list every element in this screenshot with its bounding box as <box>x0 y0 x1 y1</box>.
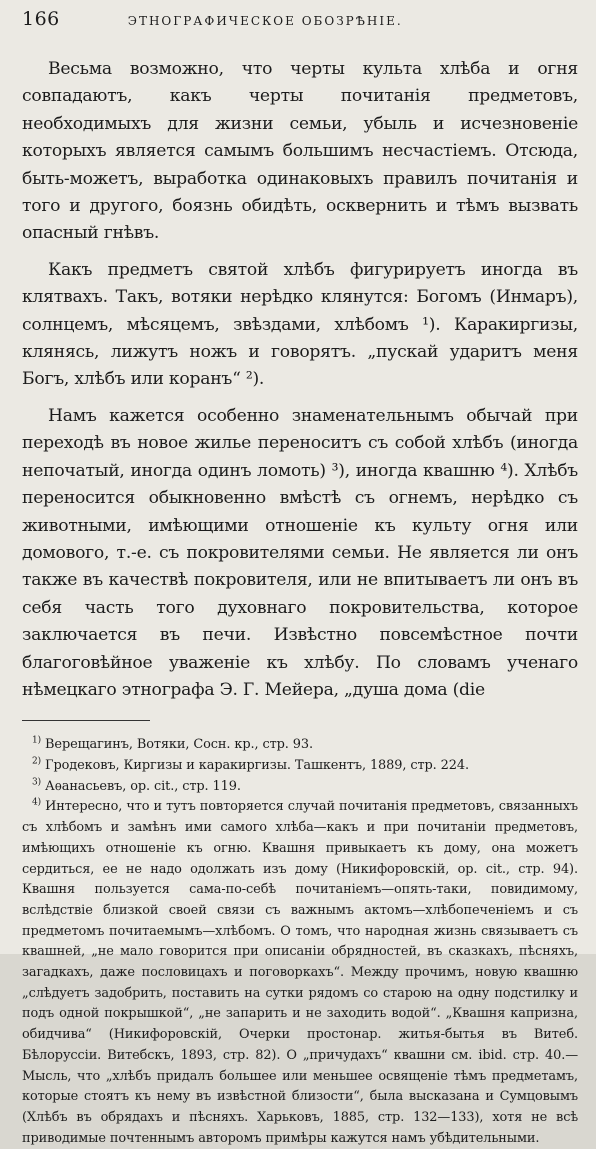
footnote <box>22 735 578 756</box>
footnote-ref: 2) <box>32 756 42 767</box>
footnote-text: Интересно, что и тутъ повторяется случай почитанія предметовъ, связанныхъ съ хлѣбомъ и замѣнъ ими самого хлѣба—какъ и при почитаніи предметовъ, имѣющихъ отношеніе къ огню. Квашня привыкаетъ къ дому, она можетъ сердиться, ее не надо одолжать изъ дому (Никифоровскій, ор. cit., стр. 94). Квашня пользуется сама-по-себѣ почитаніемъ—опять-таки, повидимому, вслѣдствіе близкой своей связи съ важнымъ актомъ—хлѣбопеченіемъ и съ предметомъ почитаемымъ—хлѣбомъ. О томъ, что народная жизнь связываетъ съ квашней, „не мало говорится при описаніи обрядностей, въ сказкахъ, пѣсняхъ, загадкахъ, даже пословицахъ и поговоркахъ“. Между прочимъ, новую квашню „слѣдуетъ задобрить, поставить на сутки рядомъ со старою на одну подстилку и подъ одной покрышкой“, „не запарить и не заходить водой“. „Квашня капризна, обидчива“ (Никифоровскій, Очерки простонар. житья-бытья въ Витеб. Бѣлоруссіи. Витебскъ, 1893, стр. 82). О „причудахъ“ квашни см. ibid. стр. 40.—Мысль, что „хлѣбъ придалъ большее или меньшее освященіе тѣмъ предметамъ, которые стоятъ къ нему въ извѣстной близости“, была высказана и Сумцовымъ (Хлѣбъ въ обрядахъ и пѣсняхъ. Харьковъ, 1885, стр. 132—133), хотя не всѣ приводимые почтеннымъ авторомъ примѣры кажутся намъ убѣдительными. <box>22 799 579 1146</box>
page-header <box>22 8 578 38</box>
footnote-text: Гродековъ, Киргизы и каракиргизы. Ташкентъ, 1889, стр. 224. <box>45 758 469 774</box>
footnote-ref: 1) <box>32 736 42 747</box>
footnote <box>22 756 578 777</box>
footnote-text: Аѳанасьевъ, ор. cit., стр. 119. <box>45 778 241 794</box>
page-number: 166 <box>22 8 60 30</box>
footnote <box>22 777 578 798</box>
footnote-ref: 4) <box>32 798 42 809</box>
footnote-divider <box>22 720 150 721</box>
body-text <box>22 56 578 704</box>
footnote-text: Верещагинъ, Вотяки, Сосн. кр., стр. 93. <box>45 737 314 753</box>
footnotes <box>22 735 578 1149</box>
paragraph: Какъ предметъ святой хлѣбъ фигурируетъ иногда въ клятвахъ. Такъ, вотяки нерѣдко клянутся: Богомъ (Инмаръ), солнцемъ, мѣсяцемъ, звѣздами, хлѣбомъ ¹). Каракиргизы, клянясь, лижутъ ножъ и говорятъ. „пускай ударитъ меня Богъ, хлѣбъ или коранъ“ ²). <box>22 259 578 390</box>
running-head: ЭТНОГРАФИЧЕСКОЕ ОБОЗРѢНІЕ. <box>127 14 403 28</box>
paragraph: Весьма возможно, что черты культа хлѣба и огня совпадаютъ, какъ черты почитанія предметовъ, необходимыхъ для жизни семьи, убыль и исчезновеніе которыхъ является самымъ большимъ несчастіемъ. Отсюда, быть-можетъ, выработка одинаковыхъ правилъ почитанія и того и другого, боязнь обидѣть, осквернить и тѣмъ вызвать опасный гнѣвъ. <box>22 59 578 244</box>
footnote-ref: 3) <box>32 777 42 788</box>
paragraph: Намъ кажется особенно знаменательнымъ обычай при переходѣ въ новое жилье переноситъ съ собой хлѣбъ (иногда непочатый, иногда одинъ ломоть) ³), иногда квашню ⁴). Хлѣбъ переносится обыкновенно вмѣстѣ съ огнемъ, нерѣдко съ животными, имѣющими отношеніе къ культу огня или домового, т.-е. съ покровителями семьи. Не является ли онъ также въ качествѣ покровителя, или не впитываетъ ли онъ въ себя часть того духовнаго покровительства, которое заключается въ печи. Извѣстно повсемѣстное почти благоговѣйное уваженіе къ хлѣбу. По словамъ ученаго нѣмецкаго этнографа Э. Г. Мейера, „душа дома (die <box>22 405 578 700</box>
footnote <box>22 797 578 1149</box>
